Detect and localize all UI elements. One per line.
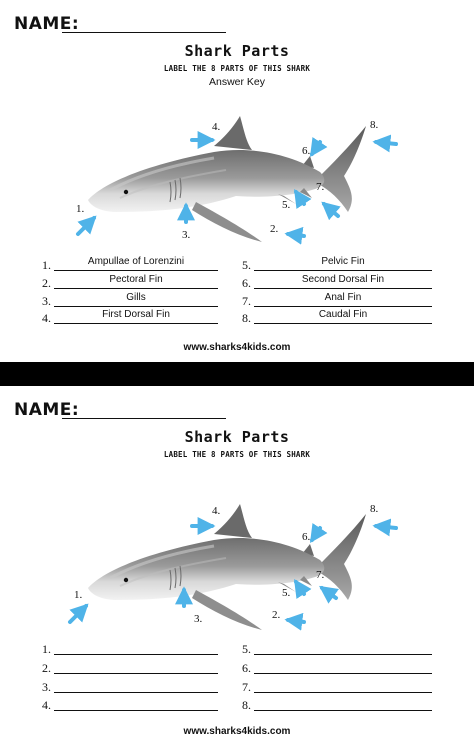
answer-line[interactable] — [54, 654, 218, 655]
answer-number: 8. — [242, 311, 251, 325]
name-label: NAME: — [14, 400, 80, 420]
label-number-2: 2. — [272, 609, 281, 621]
page-subtitle: LABEL THE 8 PARTS OF THIS SHARK — [163, 64, 311, 73]
answer-number: 4. — [42, 311, 51, 325]
shark-illustration — [88, 116, 366, 242]
answer-line — [254, 323, 432, 324]
answer-line[interactable] — [254, 673, 432, 674]
label-number-7: 7. — [316, 569, 325, 581]
label-number-3: 3. — [182, 229, 191, 241]
answer-line[interactable] — [254, 710, 432, 711]
website-url: www.sharks4kids.com — [183, 726, 291, 737]
shark-diagram — [0, 112, 474, 262]
answer-line — [254, 270, 432, 271]
shark-illustration — [88, 504, 366, 630]
answer-number: 5. — [242, 642, 251, 656]
answer-line[interactable] — [254, 692, 432, 693]
answer-line — [254, 306, 432, 307]
answer-line[interactable] — [54, 710, 218, 711]
name-label: NAME: — [14, 14, 80, 34]
page-title: Shark Parts — [184, 428, 290, 446]
label-number-1: 1. — [74, 589, 83, 601]
label-number-5: 5. — [282, 199, 291, 211]
answer-line — [54, 323, 218, 324]
arrow-8 — [376, 526, 396, 528]
arrow-6 — [312, 142, 320, 154]
name-field-line — [62, 32, 226, 33]
answer-number: 1. — [42, 258, 51, 272]
answer-key-worksheet — [0, 0, 474, 360]
answer-line — [254, 288, 432, 289]
answer-number: 5. — [242, 258, 251, 272]
label-number-1: 1. — [76, 203, 85, 215]
answer-number: 6. — [242, 276, 251, 290]
answer-number: 8. — [242, 698, 251, 712]
arrow-5 — [296, 582, 304, 594]
name-field-line — [62, 418, 226, 419]
answer-line[interactable] — [254, 654, 432, 655]
answer-line — [54, 306, 218, 307]
arrow-1 — [78, 218, 94, 234]
answer-text: Anal Fin — [324, 292, 362, 303]
answer-number: 7. — [242, 680, 251, 694]
arrow-8 — [376, 142, 396, 144]
label-number-8: 8. — [370, 503, 379, 515]
label-number-7: 7. — [316, 181, 325, 193]
shark-diagram — [0, 500, 474, 650]
label-number-8: 8. — [370, 119, 379, 131]
arrow-2 — [288, 620, 304, 622]
answer-text: Pelvic Fin — [321, 256, 365, 267]
label-number-4: 4. — [212, 121, 221, 133]
answer-text: Caudal Fin — [318, 309, 368, 320]
answer-text: Gills — [126, 292, 146, 303]
answer-text: Second Dorsal Fin — [301, 274, 385, 285]
label-number-5: 5. — [282, 587, 291, 599]
blank-worksheet — [0, 388, 474, 748]
arrow-2 — [288, 234, 304, 236]
label-number-6: 6. — [302, 145, 311, 157]
answer-number: 3. — [42, 294, 51, 308]
arrow-6 — [312, 528, 320, 540]
label-number-6: 6. — [302, 531, 311, 543]
answer-line[interactable] — [54, 673, 218, 674]
website-url: www.sharks4kids.com — [183, 342, 291, 353]
page-title: Shark Parts — [184, 42, 290, 60]
answer-text: First Dorsal Fin — [102, 309, 170, 320]
answer-number: 3. — [42, 680, 51, 694]
answer-text: Ampullae of Lorenzini — [87, 256, 185, 267]
label-number-4: 4. — [212, 505, 221, 517]
answer-number: 4. — [42, 698, 51, 712]
answer-key-label: Answer Key — [208, 76, 266, 88]
arrow-7 — [324, 204, 338, 216]
answer-number: 2. — [42, 661, 51, 675]
label-number-2: 2. — [270, 223, 279, 235]
answer-line[interactable] — [54, 692, 218, 693]
page-subtitle: LABEL THE 8 PARTS OF THIS SHARK — [163, 450, 311, 459]
arrow-7 — [322, 588, 336, 598]
answer-number: 6. — [242, 661, 251, 675]
arrow-1 — [70, 606, 86, 622]
label-number-3: 3. — [194, 613, 203, 625]
page-divider — [0, 362, 474, 386]
answer-number: 7. — [242, 294, 251, 308]
answer-number: 2. — [42, 276, 51, 290]
arrow-5 — [296, 192, 304, 204]
answer-line — [54, 288, 218, 289]
answer-text: Pectoral Fin — [109, 274, 163, 285]
answer-number: 1. — [42, 642, 51, 656]
answer-line — [54, 270, 218, 271]
